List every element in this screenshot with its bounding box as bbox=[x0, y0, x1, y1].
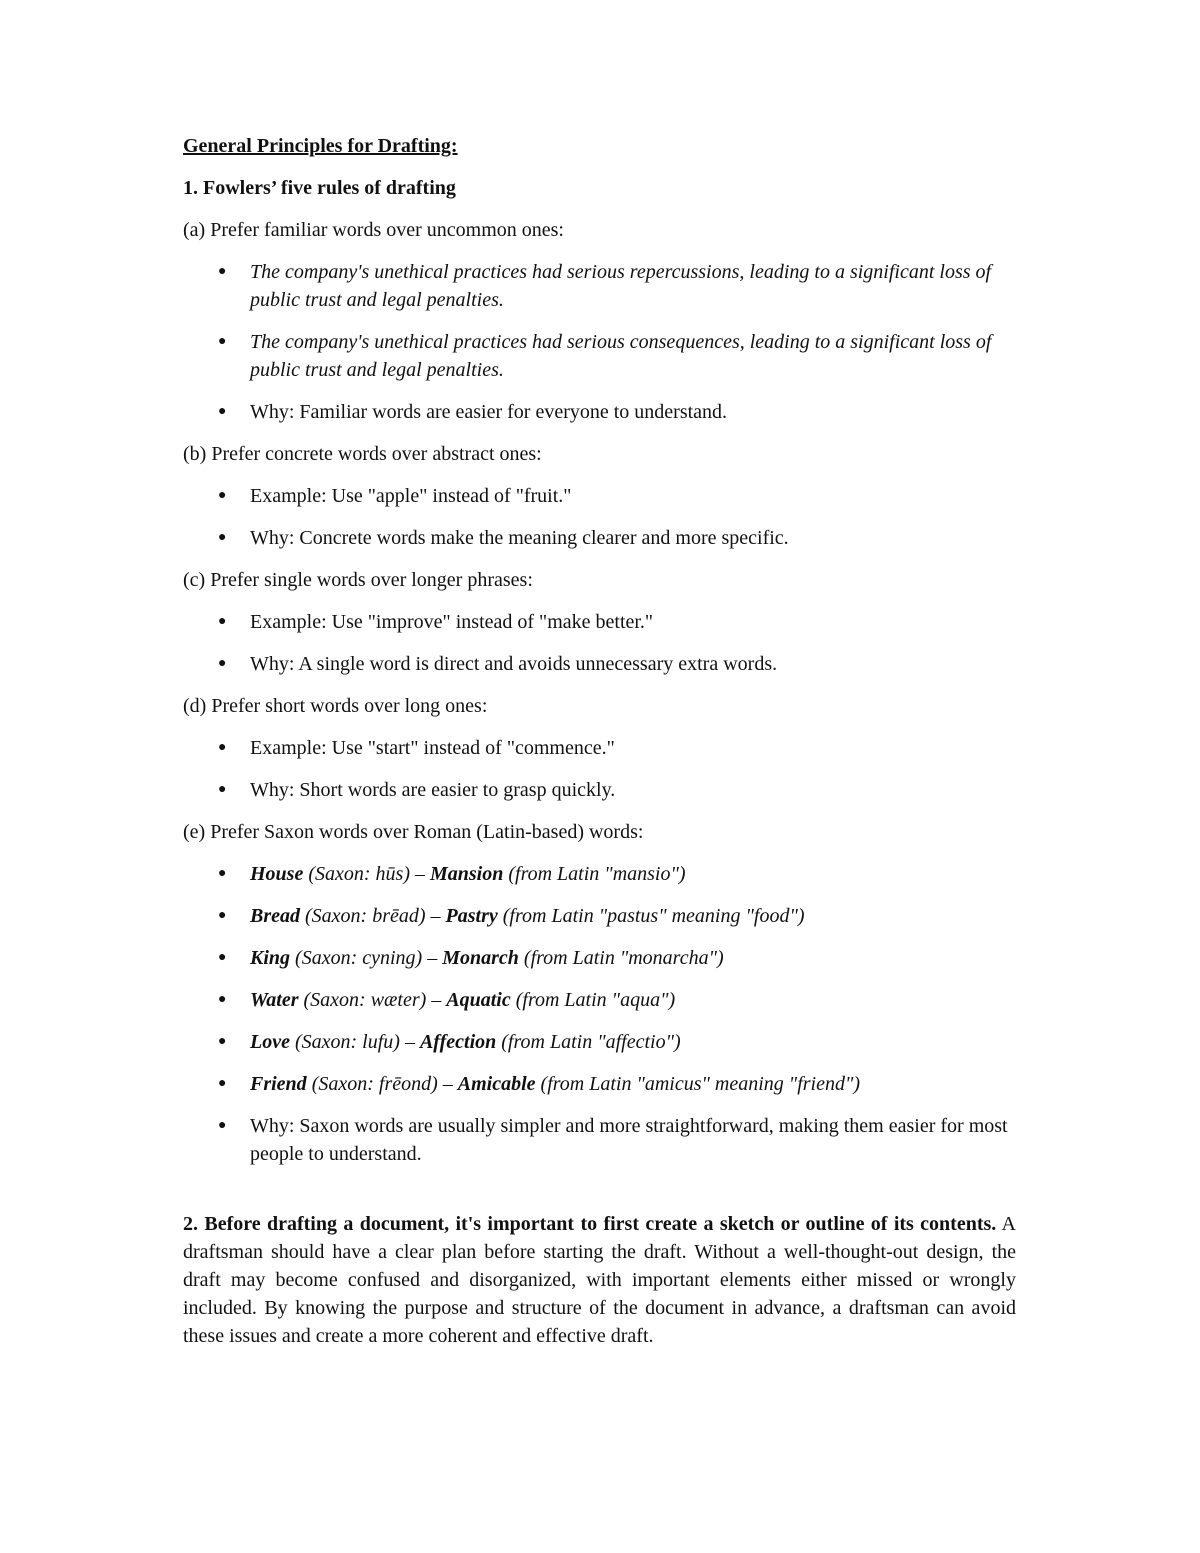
list-item bbox=[183, 524, 1016, 552]
why-text: Why: A single word is direct and avoids unnecessary extra words. bbox=[250, 653, 778, 675]
latin-note: (from Latin "pastus" meaning "food") bbox=[497, 905, 805, 927]
saxon-word: King bbox=[250, 947, 291, 969]
section-2-paragraph bbox=[183, 1210, 1016, 1350]
section-2-lead: 2. Before drafting a document, it's important to first create a sketch or outline of its contents. bbox=[183, 1213, 997, 1235]
document-title: General Principles for Drafting: bbox=[183, 135, 458, 157]
rule-e-heading: (e) Prefer Saxon words over Roman (Latin-based) words: bbox=[183, 821, 644, 843]
document-page bbox=[183, 132, 1016, 1350]
rule-e-list bbox=[183, 860, 1016, 1168]
latin-note: (from Latin "amicus" meaning "friend") bbox=[535, 1073, 861, 1095]
list-item bbox=[183, 944, 1016, 972]
list-item bbox=[183, 734, 1016, 762]
list-item bbox=[183, 902, 1016, 930]
list-item bbox=[183, 1028, 1016, 1056]
bullet-icon: ● bbox=[218, 740, 227, 755]
rule-d-list bbox=[183, 734, 1016, 804]
bullet-icon: ● bbox=[218, 782, 227, 797]
why-text: Why: Familiar words are easier for everyone to understand. bbox=[250, 401, 728, 423]
list-item bbox=[183, 986, 1016, 1014]
list-item bbox=[183, 482, 1016, 510]
latin-note: (from Latin "monarcha") bbox=[518, 947, 724, 969]
section-2-body: A draftsman should have a clear plan before starting the draft. Without a well-thought-out design, the draft may become confused and disorganized, with important elements either missed or wrongly included. By knowing the purpose and structure of the document in advance, a draftsman can avoid these issues and create a more coherent and effective draft. bbox=[183, 1213, 1016, 1347]
bullet-icon: ● bbox=[218, 908, 227, 923]
bullet-icon: ● bbox=[218, 264, 227, 279]
latin-word: Mansion bbox=[429, 863, 504, 885]
bullet-icon: ● bbox=[218, 950, 227, 965]
list-item bbox=[183, 1070, 1016, 1098]
bullet-icon: ● bbox=[218, 614, 227, 629]
rule-a-heading: (a) Prefer familiar words over uncommon ones: bbox=[183, 219, 564, 241]
example-text: The company's unethical practices had serious consequences, leading to a significant loss of public trust and legal penalties. bbox=[250, 331, 992, 381]
why-text: Why: Saxon words are usually simpler and more straightforward, making them easier for most people to understand. bbox=[250, 1115, 1008, 1165]
section-1-heading: 1. Fowlers’ five rules of drafting bbox=[183, 177, 456, 199]
latin-word: Aquatic bbox=[446, 989, 511, 1011]
rule-a-list bbox=[183, 258, 1016, 426]
bullet-icon: ● bbox=[218, 488, 227, 503]
list-item bbox=[183, 1112, 1016, 1168]
bullet-icon: ● bbox=[218, 530, 227, 545]
list-item bbox=[183, 608, 1016, 636]
list-item bbox=[183, 258, 1016, 314]
latin-note: (from Latin "affectio") bbox=[496, 1031, 681, 1053]
bullet-icon: ● bbox=[218, 866, 227, 881]
bullet-icon: ● bbox=[218, 1118, 227, 1133]
rule-d-heading: (d) Prefer short words over long ones: bbox=[183, 695, 488, 717]
saxon-word: Water bbox=[250, 989, 299, 1011]
bullet-icon: ● bbox=[218, 1076, 227, 1091]
example-text: The company's unethical practices had serious repercussions, leading to a significant loss of public trust and legal penalties. bbox=[250, 261, 992, 311]
latin-word: Amicable bbox=[457, 1073, 536, 1095]
saxon-note: (Saxon: hūs) – bbox=[303, 863, 430, 885]
latin-word: Monarch bbox=[442, 947, 519, 969]
saxon-word: Love bbox=[250, 1031, 290, 1053]
bullet-icon: ● bbox=[218, 404, 227, 419]
saxon-note: (Saxon: frēond) – bbox=[306, 1073, 458, 1095]
list-item bbox=[183, 860, 1016, 888]
saxon-note: (Saxon: brēad) – bbox=[300, 905, 446, 927]
saxon-word: Friend bbox=[250, 1073, 307, 1095]
list-item bbox=[183, 650, 1016, 678]
bullet-icon: ● bbox=[218, 1034, 227, 1049]
saxon-note: (Saxon: lufu) – bbox=[289, 1031, 420, 1053]
why-text: Why: Short words are easier to grasp quickly. bbox=[250, 779, 616, 801]
list-item bbox=[183, 398, 1016, 426]
why-text: Why: Concrete words make the meaning clearer and more specific. bbox=[250, 527, 789, 549]
saxon-word: House bbox=[250, 863, 304, 885]
example-text: Example: Use "start" instead of "commence." bbox=[250, 737, 615, 759]
latin-note: (from Latin "aqua") bbox=[510, 989, 676, 1011]
latin-word: Pastry bbox=[445, 905, 498, 927]
bullet-icon: ● bbox=[218, 992, 227, 1007]
rule-b-heading: (b) Prefer concrete words over abstract ones: bbox=[183, 443, 542, 465]
saxon-note: (Saxon: wæter) – bbox=[298, 989, 447, 1011]
list-item bbox=[183, 776, 1016, 804]
rule-c-list bbox=[183, 608, 1016, 678]
example-text: Example: Use "apple" instead of "fruit." bbox=[250, 485, 572, 507]
rule-c-heading: (c) Prefer single words over longer phrases: bbox=[183, 569, 533, 591]
latin-note: (from Latin "mansio") bbox=[503, 863, 686, 885]
rule-b-list bbox=[183, 482, 1016, 552]
list-item bbox=[183, 328, 1016, 384]
latin-word: Affection bbox=[419, 1031, 497, 1053]
bullet-icon: ● bbox=[218, 656, 227, 671]
example-text: Example: Use "improve" instead of "make better." bbox=[250, 611, 654, 633]
saxon-word: Bread bbox=[250, 905, 300, 927]
bullet-icon: ● bbox=[218, 334, 227, 349]
saxon-note: (Saxon: cyning) – bbox=[290, 947, 443, 969]
